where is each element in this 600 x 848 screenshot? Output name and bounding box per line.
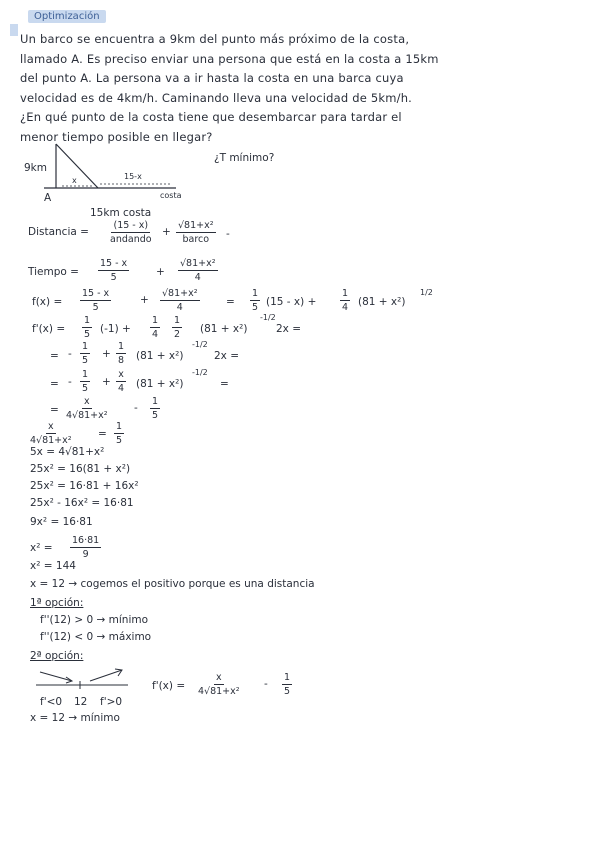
equals-sign: = xyxy=(98,428,107,440)
fprime-label: f'(x) = xyxy=(32,323,66,335)
fraction: $\frac{x}{\text{4√81+x²}}$ xyxy=(198,672,240,697)
distancia-walk-fraction: (15 - x) andando xyxy=(110,220,152,245)
problem-line: ¿En qué punto de la costa tiene que desembarcar para tardar el xyxy=(20,110,402,124)
fraction: $\frac{x}{\text{4√81+x²}}$ xyxy=(30,421,72,446)
fraction: $\frac{1}{5}$ xyxy=(152,396,159,421)
minus-sign: - xyxy=(68,348,72,360)
increasing-arrow xyxy=(90,670,122,681)
distancia-boat-fraction: √81+x² barco xyxy=(178,220,214,245)
equals-sign: = xyxy=(50,378,59,390)
fraction: $\frac{1}{8}$ xyxy=(118,341,125,366)
fraction: $\frac{1}{5}$ xyxy=(116,421,123,446)
fprime-label: f'(x) = xyxy=(152,680,186,692)
fraction: $\frac{16\cdot 81}{9}$ xyxy=(72,535,100,560)
minus-sign: - xyxy=(134,402,138,414)
fraction: $\frac{1}{4}$ xyxy=(342,288,349,313)
expression: (81 + x²) xyxy=(136,378,184,390)
sign-left: f'<0 xyxy=(40,696,63,708)
fraction: $\frac{x}{4}$ xyxy=(118,369,125,394)
fraction: $\frac{15 - x}{5}$ xyxy=(82,288,110,313)
fraction: $\frac{1}{5}$ xyxy=(82,341,89,366)
step-line: x = 12 → cogemos el positivo porque es una distancia xyxy=(30,578,315,590)
exponent: -1/2 xyxy=(260,313,276,322)
problem-line: Un barco se encuentra a 9km del punto más próximo de la costa, xyxy=(20,32,410,46)
minus-sign: - xyxy=(264,678,268,690)
distancia-label: Distancia = xyxy=(28,226,89,238)
fraction: $\frac{1}{5}$ xyxy=(284,672,291,697)
option-2-title: 2ª opción: xyxy=(30,650,84,662)
question-label: ¿T mínimo? xyxy=(214,152,275,164)
expression: (81 + x²) xyxy=(200,323,248,335)
minus-sign: - xyxy=(68,376,72,388)
segment-label: 15-x xyxy=(124,172,142,181)
option-1-title: 1ª opción: xyxy=(30,597,84,609)
plus-sign: + xyxy=(102,348,111,360)
plus-sign: + xyxy=(162,226,171,238)
tiempo-walk-fraction: $\frac{15 - x}{5}$ xyxy=(100,258,128,283)
plus-sign: + xyxy=(156,266,165,278)
expression: (15 - x) + xyxy=(266,296,317,308)
fraction: $\frac{1}{5}$ xyxy=(82,369,89,394)
fraction: $\frac{x}{\text{4√81+x²}}$ xyxy=(66,396,108,421)
step-line: 25x² = 16·81 + 16x² xyxy=(30,480,139,492)
fraction: $\frac{\text{√81+x²}}{4}$ xyxy=(162,288,198,313)
expression: 2x = xyxy=(214,350,240,362)
problem-line: menor tiempo posible en llegar? xyxy=(20,129,213,144)
page-title: Optimización xyxy=(28,10,106,23)
point-a-label: A xyxy=(44,192,52,204)
expression: (81 + x²) xyxy=(136,350,184,362)
expression: (-1) + xyxy=(100,323,131,335)
option-1-line: f''(12) < 0 → máximo xyxy=(40,631,152,643)
step-line: 9x² = 16·81 xyxy=(30,516,93,528)
step-line: 25x² = 16(81 + x²) xyxy=(30,463,131,475)
base-label: 15km costa xyxy=(90,207,152,219)
step-line: 25x² - 16x² = 16·81 xyxy=(30,497,134,509)
step-line: x² = 144 xyxy=(30,560,76,572)
equals-sign: = xyxy=(220,378,229,390)
coast-label: costa xyxy=(160,191,182,200)
plus-sign: + xyxy=(140,294,149,306)
sign-right: f'>0 xyxy=(100,696,123,708)
step-line: 5x = 4√81+x² xyxy=(30,446,105,458)
equals-sign: = xyxy=(50,404,59,416)
fraction: $\frac{1}{2}$ xyxy=(174,315,181,340)
fraction: $\frac{1}{4}$ xyxy=(152,315,159,340)
equals-sign: = xyxy=(226,296,235,308)
expression: (81 + x²) xyxy=(358,296,406,308)
sign-mid: 12 xyxy=(74,696,88,708)
option-1-line: f''(12) > 0 → mínimo xyxy=(40,614,149,626)
x-label: x xyxy=(72,176,77,185)
height-label: 9km xyxy=(24,162,47,174)
problem-line: del punto A. La persona va a ir hasta la costa en una barca cuya xyxy=(20,71,404,85)
decreasing-arrow xyxy=(40,672,72,681)
tiempo-boat-fraction: $\frac{\text{√81+x²}}{4}$ xyxy=(180,258,216,283)
expression: 2x = xyxy=(276,323,302,335)
exponent: -1/2 xyxy=(192,340,208,349)
fraction: $\frac{1}{5}$ xyxy=(252,288,259,313)
plus-sign: + xyxy=(102,376,111,388)
problem-line: llamado A. Es preciso enviar una persona que está en la costa a 15km xyxy=(20,51,439,66)
dash: - xyxy=(226,228,230,240)
conclusion: x = 12 → mínimo xyxy=(30,712,120,724)
step-line: x² = xyxy=(30,542,53,554)
exponent: -1/2 xyxy=(192,368,208,377)
fraction: $\frac{1}{5}$ xyxy=(84,315,91,340)
tiempo-label: Tiempo = xyxy=(28,266,79,278)
equals-sign: = xyxy=(50,350,59,362)
f-label: f(x) = xyxy=(32,296,63,308)
problem-line: velocidad es de 4km/h. Caminando lleva una velocidad de 5km/h. xyxy=(20,90,413,105)
exponent: 1/2 xyxy=(420,288,433,297)
